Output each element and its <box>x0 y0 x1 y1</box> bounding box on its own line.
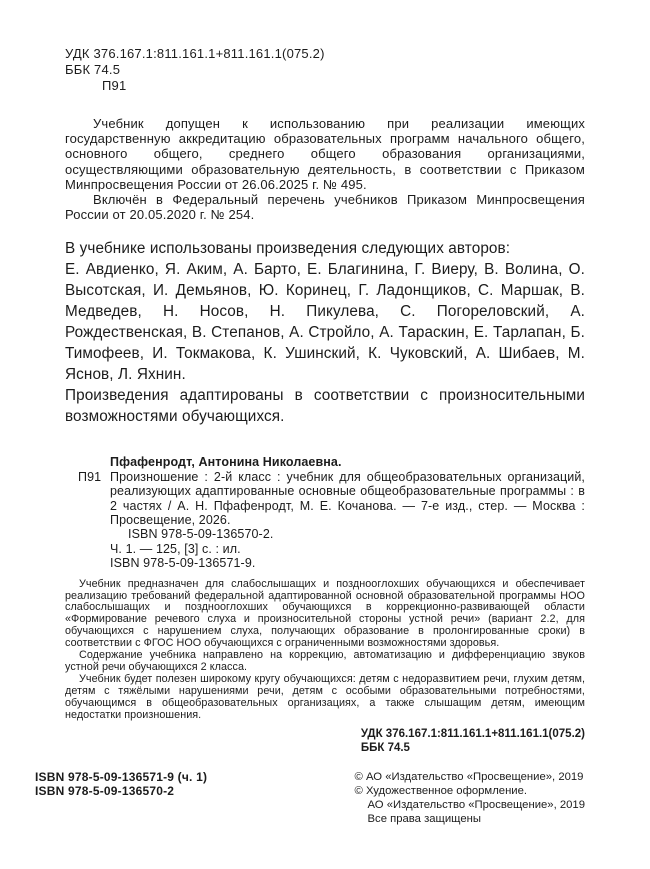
catalog-isbn-part: ISBN 978-5-09-136571-9. <box>110 556 256 571</box>
authors-list: Е. Авдиенко, Я. Аким, А. Барто, Е. Благинина, Г. Виеру, В. Волина, О. Высотская, И. Демьянов, Ю. Коринец, Г. Ладонщиков, С. Маршак, В. Медведев, Н. Носов, Н. Пикулева, С. Погореловский, А. Рождественская, В. Степанов, А. Стройло, А. Тараскин, Е. Тарлапан, Б. Тимофеев, И. Токмакова, К. Ушинский, К. Чуковский, А. Шибаев, М. Яснов, Л. Яхнин. <box>65 261 585 384</box>
udk-code: УДК 376.167.1:811.161.1+811.161.1(075.2) <box>65 46 325 61</box>
author-sign-code: П91 <box>102 78 127 93</box>
annotation-bbk-code: ББК 74.5 <box>360 741 410 754</box>
annotation-section <box>65 579 585 722</box>
annotation-paragraph-2: Содержание учебника направлено на коррекцию, автоматизацию и дифференциацию звуков устной речи обучающихся 2 класса. <box>65 649 585 674</box>
approval-section <box>65 116 585 222</box>
copyright-line-2: © Художественное оформление. <box>354 784 528 797</box>
catalog-part-info: Ч. 1. — 125, [3] с. : ил. <box>110 541 241 556</box>
federal-list-paragraph: Включён в Федеральный перечень учебников Приказом Минпросвещения России от 20.05.2020 г. № 254. <box>65 192 585 223</box>
annotation-paragraph-3: Учебник будет полезен широкому кругу обучающихся: детям с недоразвитием речи, глухим детям, детям с тяжёлыми нарушениями речи, детям с особыми образовательными потребностями, обучающимся в общеобразовательных организациях, а также слышащим детям, имеющим недостатки произношения. <box>65 672 585 721</box>
authors-adaptation-note: Произведения адаптированы в соответствии с произносительными возможностями обучающихся. <box>65 387 585 426</box>
authors-intro: В учебнике использованы произведения следующих авторов: <box>65 240 511 258</box>
catalog-isbn-edition: ISBN 978-5-09-136570-2. <box>128 527 274 542</box>
copyright-line-3: АО «Издательство «Просвещение», 2019 <box>367 799 585 812</box>
catalog-entry <box>65 470 585 571</box>
bbk-code: ББК 74.5 <box>65 62 121 77</box>
copyright-line-4: Все права защищены <box>367 813 481 826</box>
copyright-line-1: © АО «Издательство «Просвещение», 2019 <box>354 770 584 783</box>
approval-paragraph: Учебник допущен к использованию при реализации имеющих государственную аккредитацию образовательных программ начального общего, основного общего, среднего общего образования организациями, осуществляющими образовательную деятельность, в соответствии с Приказом Минпросвещения России от 26.06.2025 г. № 495. <box>65 116 585 192</box>
annotation-udk-code: УДК 376.167.1:811.161.1+811.161.1(075.2) <box>360 727 585 740</box>
footer-isbn-block <box>35 770 207 799</box>
footer-isbn-part: ISBN 978-5-09-136571-9 (ч. 1) <box>35 769 208 784</box>
catalog-author-sign: П91 <box>78 469 102 484</box>
catalog-author-name: Пфафенродт, Антонина Николаевна. <box>110 455 342 470</box>
footer-isbn-edition: ISBN 978-5-09-136570-2 <box>35 783 175 798</box>
bibliographic-codes <box>65 46 585 94</box>
catalog-card <box>65 455 585 570</box>
footer <box>35 770 585 827</box>
bottom-bibliographic-codes <box>361 727 585 755</box>
catalog-description: Произношение : 2-й класс : учебник для общеобразовательных организаций, реализующих адаптированные основные общеобразовательные программы : в 2 частях / А. Н. Пфафенродт, М. Е. Кочанова. — 7-е изд., стер. — Москва : Просвещение, 2026. <box>110 469 585 528</box>
copyright-block <box>355 770 585 827</box>
annotation-paragraph-1: Учебник предназначен для слабослышащих и позднооглохших обучающихся и обеспечивает реализацию требований федеральной адаптированной основной образовательной программы НОО слабослышащих и позднооглохших обучающихся в коррекционно-развивающей области «Формирование речевого слуха и произносительной стороны устной речи» (вариант 2.2, для обучающихся с нарушением слуха, получающих образование в пролонгированные сроки) в соответствии с ФГОС НОО обучающихся с ограниченными возможностями здоровья. <box>65 577 585 650</box>
authors-section <box>65 238 585 427</box>
